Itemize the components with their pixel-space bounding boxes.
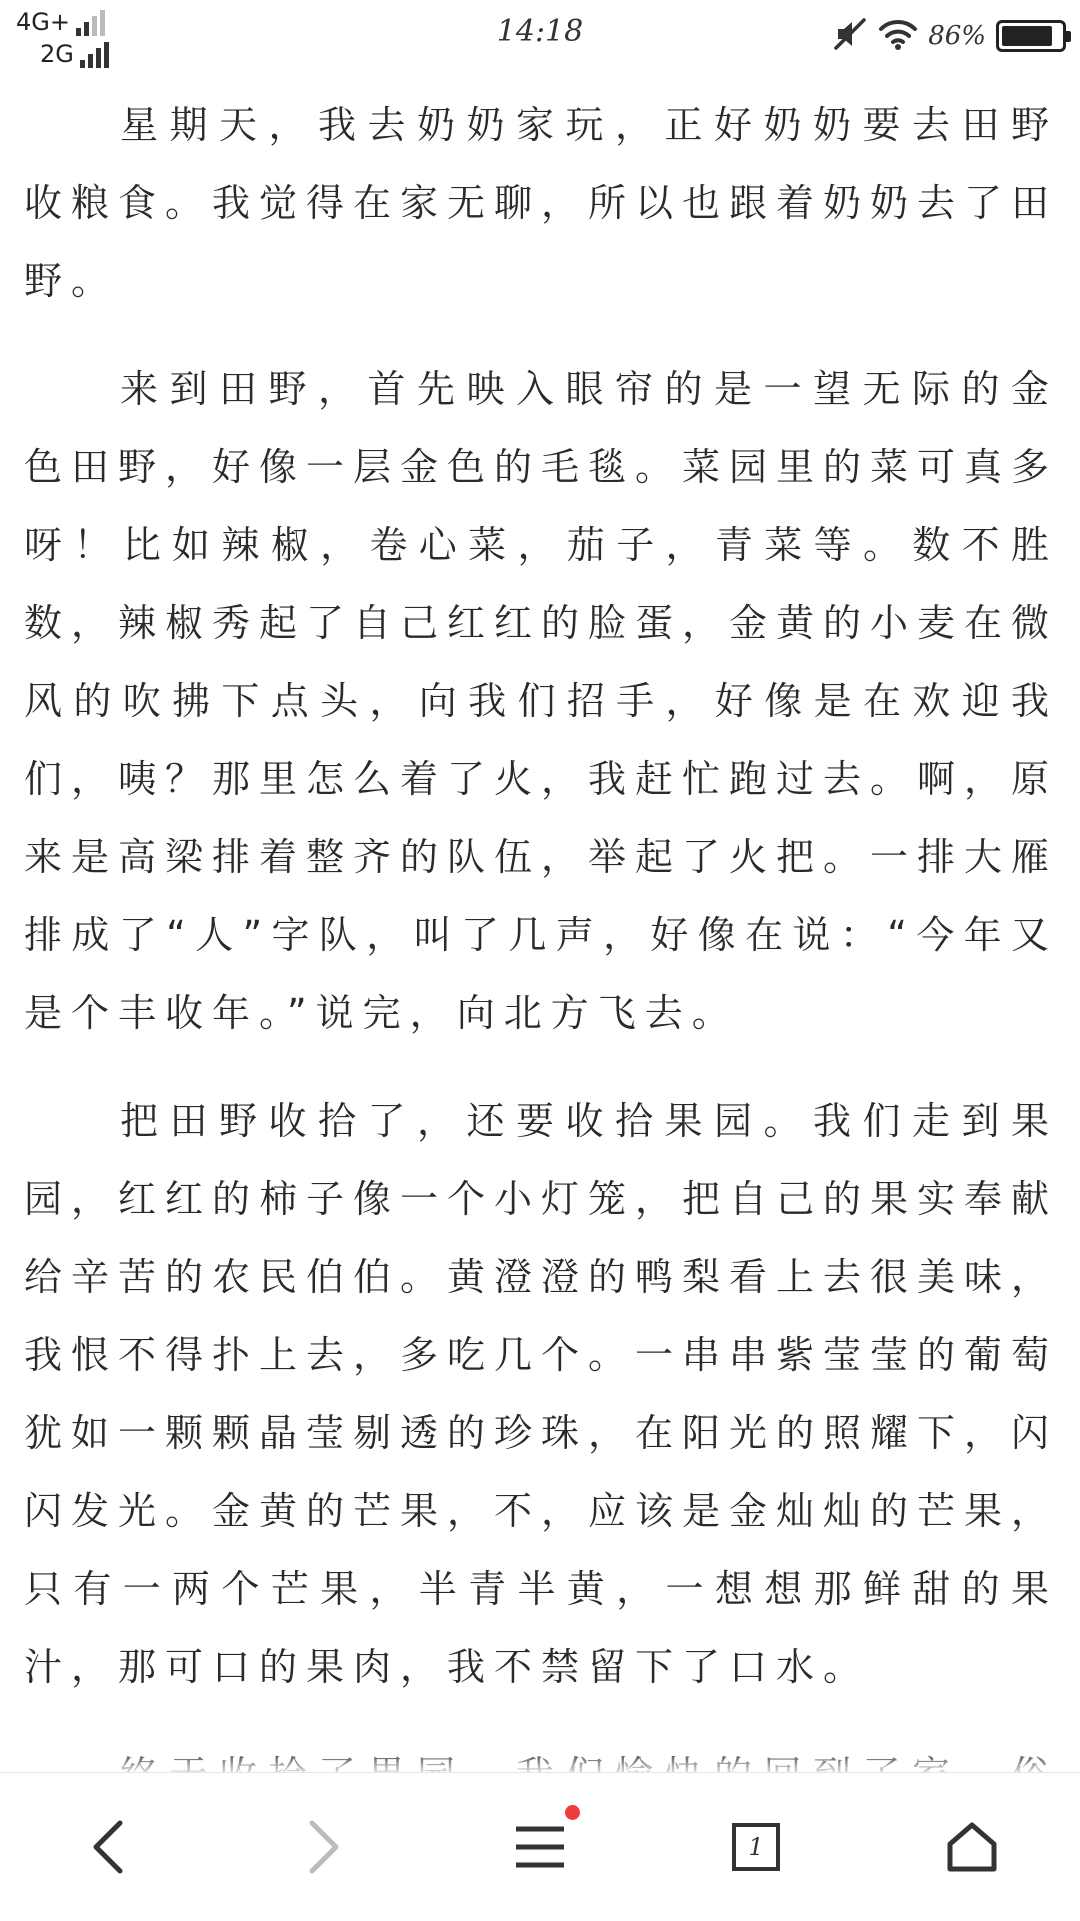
forward-arrow-icon bbox=[304, 1819, 344, 1875]
browser-bottom-nav bbox=[0, 1772, 1080, 1921]
wifi-icon bbox=[878, 17, 918, 55]
article-paragraph: 把田野收拾了，还要收拾果园。我们走到果园，红红的柿子像一个小灯笼，把自己的果实奉献给辛苦的农民伯伯。黄澄澄的鸭梨看上去很美味，我恨不得扑上去，多吃几个。一串串紫莹莹的葡萄犹如一颗颗晶莹剔透的珍珠，在阳光的照耀下，闪闪发光。金黄的芒果，不，应该是金灿灿的芒果，只有一两个芒果，半青半黄，一想想那鲜甜的果汁，那可口的果肉，我不禁留下了口水。 bbox=[24, 1099, 1059, 1689]
network-type-secondary: 2G bbox=[40, 40, 74, 68]
notification-dot bbox=[565, 1805, 580, 1820]
network-type-primary: 4G+ bbox=[16, 8, 70, 36]
status-bar bbox=[0, 0, 1080, 72]
menu-button[interactable] bbox=[480, 1787, 600, 1907]
article-paragraph: 来到田野，首先映入眼帘的是一望无际的金色田野，好像一层金色的毛毯。菜园里的菜可真多呀！比如辣椒，卷心菜，茄子，青菜等。数不胜数，辣椒秀起了自己红红的脸蛋，金黄的小麦在微风的吹拂下点头，向我们招手，好像是在欢迎我们，咦？那里怎么着了火，我赶忙跑过去。啊，原来是高梁排着整齐的队伍，举起了火把。一排大雁排成了“人”字队，叫了几声，好像在说：“今年又是个丰收年。”说完，向北方飞去。 bbox=[24, 367, 1059, 1035]
battery-level-fill bbox=[1002, 26, 1052, 46]
tab-count: 1 bbox=[748, 1833, 764, 1861]
tabs-icon bbox=[732, 1823, 780, 1871]
back-button[interactable] bbox=[48, 1787, 168, 1907]
clock: 14:18 bbox=[496, 14, 584, 49]
battery-percentage: 86% bbox=[928, 21, 986, 51]
back-arrow-icon bbox=[88, 1819, 128, 1875]
article-paragraph: 星期天，我去奶奶家玩，正好奶奶要去田野收粮食。我觉得在家无聊，所以也跟着奶奶去了田野。 bbox=[24, 103, 1059, 303]
forward-button[interactable] bbox=[264, 1787, 384, 1907]
article-content bbox=[24, 86, 1058, 1772]
mute-icon bbox=[832, 16, 868, 56]
menu-icon bbox=[514, 1825, 566, 1869]
tabs-button[interactable] bbox=[696, 1787, 816, 1907]
home-icon bbox=[946, 1822, 998, 1872]
home-button[interactable] bbox=[912, 1787, 1032, 1907]
battery-icon bbox=[996, 20, 1066, 52]
